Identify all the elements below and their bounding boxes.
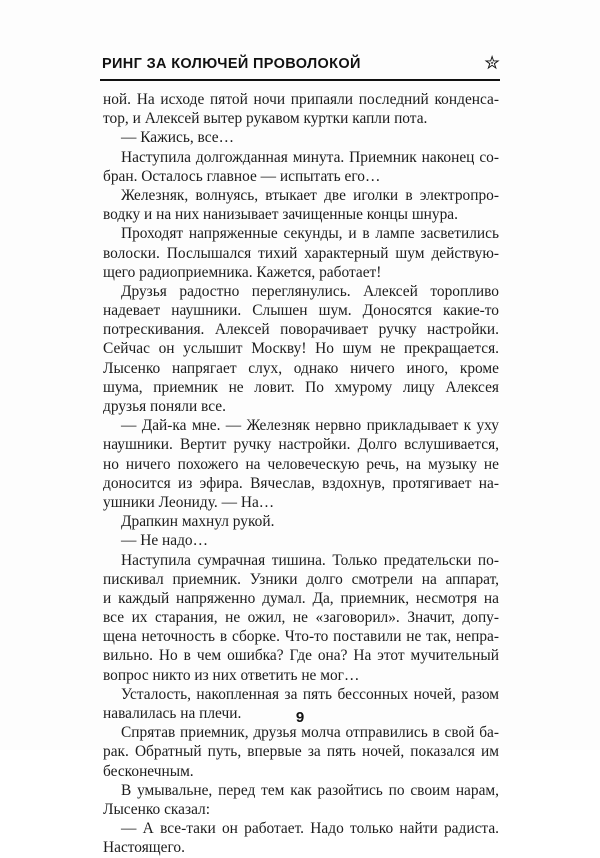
text-line: водку и на них нанизывает зачищенные концы шнура. xyxy=(103,206,458,224)
text-line: все их старания, не ожил, не «заговорил». Значит, допу- xyxy=(103,609,499,627)
text-line: Спрятав приемник, друзья молча отправились в свой ба- xyxy=(121,724,499,742)
text-line: ушники Леониду. — На… xyxy=(103,493,275,511)
text-line: вильно. Но в чем ошибка? Где она? На этот мучительный xyxy=(103,647,499,665)
text-line: шума, приемник не ловит. По хмурому лицу Алексея xyxy=(103,378,499,396)
text-line: наушники. Вертит ручку настройки. Долго вслушивается, xyxy=(103,436,499,454)
text-line: — Кажись, все… xyxy=(121,129,234,147)
body-text xyxy=(103,90,499,858)
text-line: Наступила сумрачная тишина. Только предательски по- xyxy=(121,551,499,569)
text-line: Лысенко напрягает слух, однако ничего иного, кроме xyxy=(103,359,499,377)
text-line: — Дай-ка мне. — Железняк нервно прикладывает к уху xyxy=(121,417,499,435)
text-line: Проходят напряженные секунды, и в лампе засветились xyxy=(121,225,499,243)
text-line: доносится из эфира. Вячеслав, вздохнув, протягивает на- xyxy=(103,474,499,492)
text-line: но ничего похожего на человеческую речь, на музыку не xyxy=(103,455,499,473)
text-line: тор, и Алексей вытер рукавом куртки капли пота. xyxy=(103,110,428,128)
text-line: бран. Осталось главное — испытать его… xyxy=(103,167,381,185)
text-line: потрескивания. Алексей поворачивает ручку настройки. xyxy=(103,321,499,339)
text-line: навалилась на плечи. xyxy=(103,705,242,722)
text-line: Усталость, накопленная за пять бессонных ночей, разом xyxy=(121,685,499,703)
text-line: щего радиоприемника. Кажется, работает! xyxy=(103,263,382,281)
star-icon: ✮ xyxy=(484,52,500,74)
text-line: Настоящего. xyxy=(103,839,185,857)
text-line: — Не надо… xyxy=(121,532,209,550)
text-line: Железняк, волнуясь, втыкает две иголки в электропро- xyxy=(121,186,499,204)
text-line: рак. Обратный путь, впервые за пять ночей, показался им xyxy=(103,743,499,761)
text-line: и каждый напряженно думал. Да, приемник, несмотря на xyxy=(103,589,499,607)
text-line: В умывальне, перед тем как разойтись по своим нарам, xyxy=(121,781,499,799)
text-line: вопрос никто из них ответить не мог… xyxy=(103,666,360,684)
page-number: 9 xyxy=(295,709,305,726)
text-line: пискивал приемник. Узники долго смотрели на аппарат, xyxy=(103,570,499,588)
text-line: Друзья радостно переглянулись. Алексей торопливо xyxy=(121,282,499,300)
text-line: — А все-таки он работает. Надо только найти радиста. xyxy=(121,820,499,838)
running-header-title: РИНГ ЗА КОЛЮЧЕЙ ПРОВОЛОКОЙ xyxy=(102,56,361,72)
text-line: бесконечным. xyxy=(103,762,194,780)
text-line: надевает наушники. Слышен шум. Доносятся какие-то xyxy=(103,302,499,320)
text-line: волоски. Послышался тихий характерный шум действую- xyxy=(103,244,499,262)
text-line: Драпкин махнул рукой. xyxy=(121,513,275,531)
text-line: Сейчас он услышит Москву! Но шум не прекращается. xyxy=(103,340,499,358)
text-line: Наступила долгожданная минута. Приемник наконец со- xyxy=(121,148,499,166)
text-line: ной. На исходе пятой ночи припаяли последний конденса- xyxy=(103,91,499,108)
running-header xyxy=(100,54,500,78)
text-line: щена неточность в сборке. Что-то поставили не так, непра- xyxy=(103,628,499,646)
text-line: Лысенко сказал: xyxy=(103,800,211,818)
header-divider xyxy=(100,79,500,81)
text-line: друзья поняли все. xyxy=(103,398,226,415)
